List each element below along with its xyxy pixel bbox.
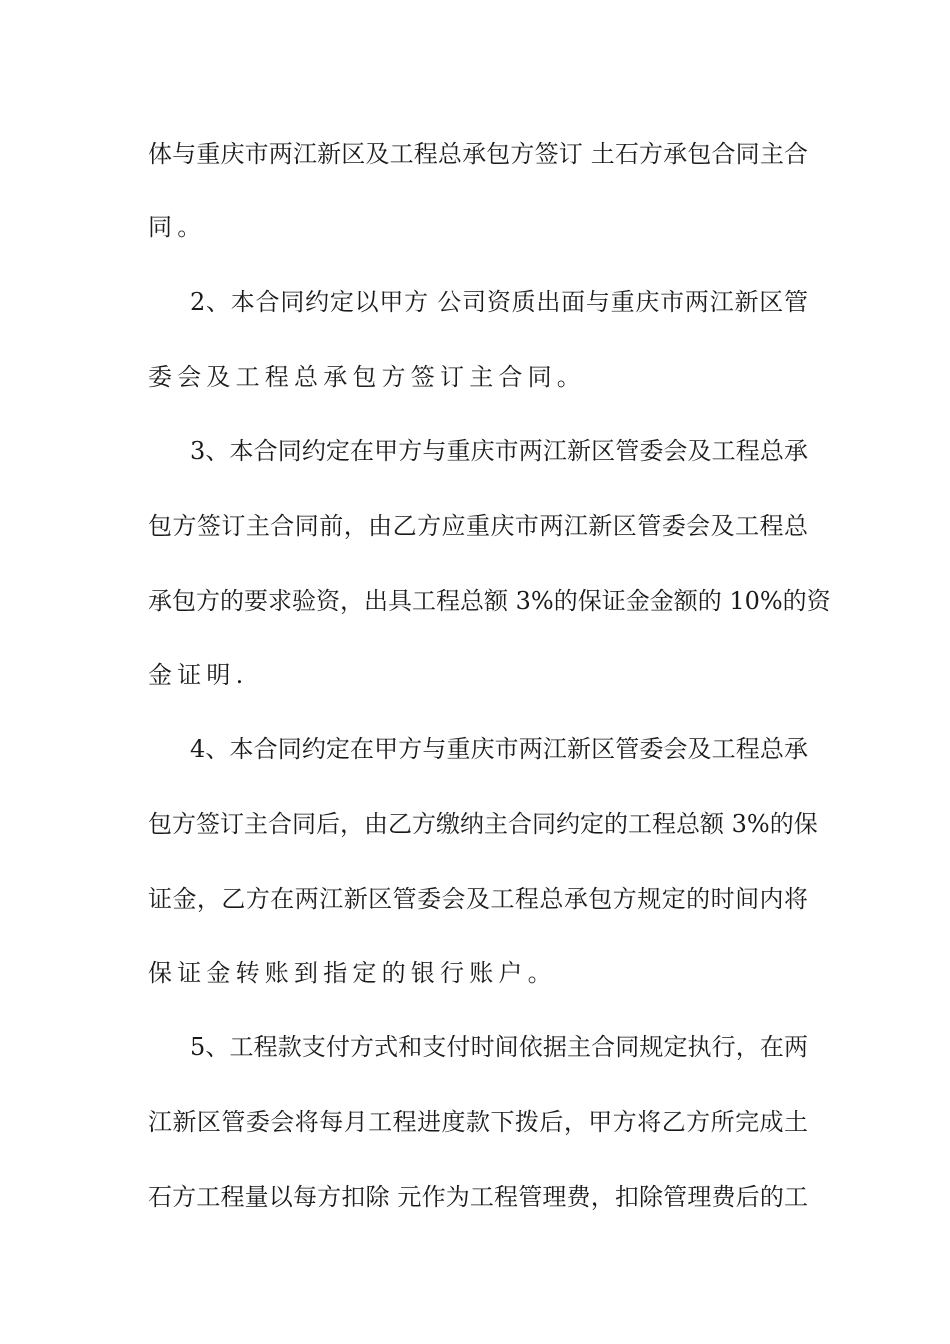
paragraph-4-start: 4、本合同约定在甲方与重庆市两江新区管委会及工程总承 — [190, 735, 808, 763]
text-line: 证金，乙方在两江新区管委会及工程总承包方规定的时间内将 — [148, 885, 808, 913]
text-line: 包方签订主合同后，由乙方缴纳主合同约定的工程总额 3%的保 — [148, 810, 818, 838]
text-line: 金证明. — [148, 661, 249, 689]
text-line: 江新区管委会将每月工程进度款下拨后，甲方将乙方所完成土 — [148, 1108, 808, 1136]
text-line: 承包方的要求验资，出具工程总额 3%的保证金金额的 10%的资 — [148, 587, 831, 615]
text-line: 包方签订主合同前，由乙方应重庆市两江新区管委会及工程总 — [148, 512, 808, 540]
paragraph-3-start: 3、本合同约定在甲方与重庆市两江新区管委会及工程总承 — [190, 437, 808, 465]
paragraph-2-start: 2、本合同约定以甲方 公司资质出面与重庆市两江新区管 — [190, 288, 808, 316]
text-line: 委会及工程总承包方签订主合同。 — [148, 363, 586, 391]
paragraph-5-start: 5、工程款支付方式和支付时间依据主合同规定执行，在两 — [190, 1033, 808, 1061]
text-line: 石方工程量以每方扣除 元作为工程管理费，扣除管理费后的工 — [148, 1183, 808, 1211]
text-line: 保证金转账到指定的银行账户。 — [148, 959, 557, 987]
text-line: 同。 — [148, 213, 207, 241]
text-line: 体与重庆市两江新区及工程总承包方签订 土石方承包合同主合 — [148, 140, 808, 168]
